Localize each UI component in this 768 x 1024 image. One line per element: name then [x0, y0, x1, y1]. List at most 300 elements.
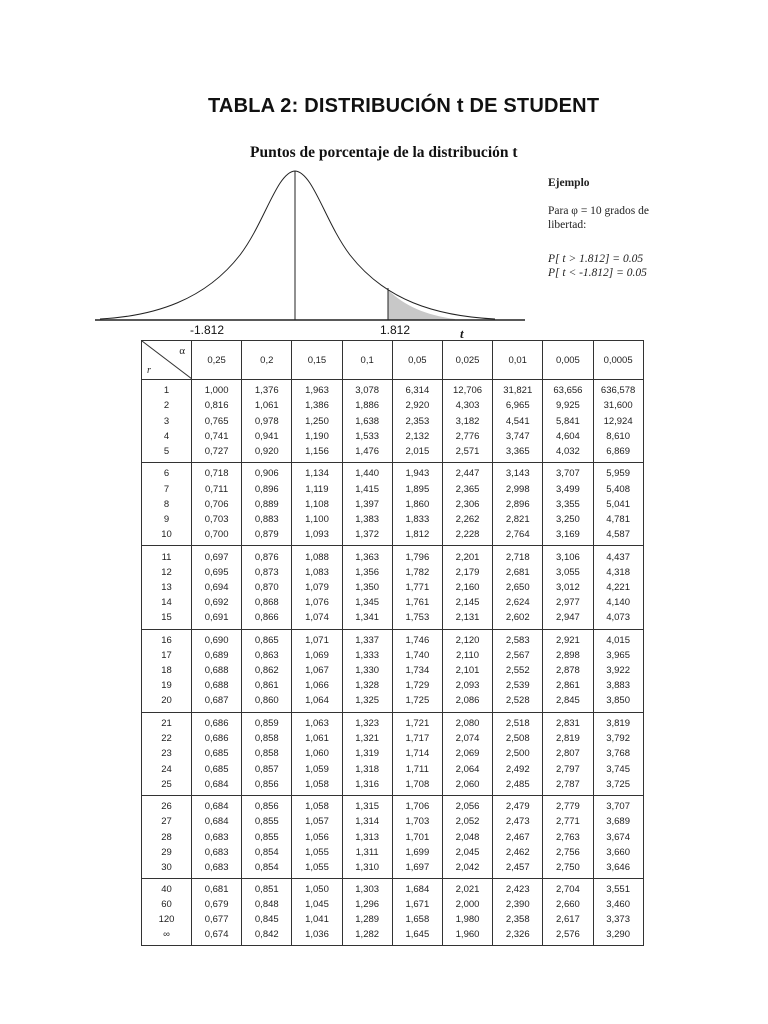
critical-value: 2,528 — [505, 695, 530, 707]
critical-value: 0,684 — [204, 816, 229, 828]
critical-value: 0,692 — [204, 597, 229, 609]
critical-value: 2,160 — [455, 581, 480, 593]
value-cell — [242, 712, 292, 795]
alpha-header-cell: 0,005 — [543, 341, 593, 380]
critical-value: 1,714 — [405, 748, 430, 760]
value-cell — [392, 712, 442, 795]
critical-value: 2,750 — [556, 861, 580, 873]
critical-value: 2,048 — [455, 831, 480, 843]
value-cell — [192, 879, 242, 946]
critical-value: 1,943 — [405, 468, 430, 480]
critical-value: 2,492 — [505, 763, 530, 775]
critical-value: 2,262 — [455, 513, 480, 525]
critical-value: 1,083 — [305, 566, 329, 578]
critical-value: 2,485 — [505, 778, 530, 790]
critical-value: 0,683 — [204, 861, 229, 873]
critical-value: 2,797 — [556, 763, 580, 775]
critical-value: 2,447 — [455, 468, 480, 480]
critical-value: 0,727 — [204, 445, 229, 457]
header-row — [142, 341, 644, 380]
critical-value: 2,467 — [505, 831, 530, 843]
critical-value: 2,998 — [505, 483, 530, 495]
value-cell — [342, 712, 392, 795]
critical-value: 3,250 — [556, 513, 580, 525]
critical-value: 1,100 — [305, 513, 329, 525]
critical-value: 3,182 — [455, 415, 480, 427]
value-cell — [543, 463, 593, 546]
critical-value: 3,646 — [606, 861, 630, 873]
df-cell — [142, 380, 192, 463]
critical-value: 31,600 — [603, 400, 633, 412]
critical-value: 1,703 — [405, 816, 430, 828]
value-cell — [342, 380, 392, 463]
value-cell — [442, 546, 492, 629]
critical-value: 1,074 — [305, 612, 329, 624]
critical-value: 1,069 — [305, 649, 329, 661]
critical-value: 2,624 — [505, 597, 530, 609]
corner-header-cell — [142, 341, 192, 380]
critical-value: 4,032 — [556, 445, 580, 457]
critical-value: 2,000 — [455, 898, 480, 910]
critical-value: 0,883 — [254, 513, 279, 525]
critical-value: 1,341 — [355, 612, 380, 624]
df-value: 21 — [161, 717, 172, 729]
critical-value: 1,684 — [405, 883, 430, 895]
alpha-header-symbol: α — [179, 345, 185, 357]
critical-value: 2,052 — [455, 816, 480, 828]
df-value: 15 — [161, 612, 172, 624]
critical-value: 0,896 — [254, 483, 279, 495]
critical-value: 3,768 — [606, 748, 630, 760]
value-cell — [593, 546, 643, 629]
t-distribution-curve — [95, 160, 525, 330]
df-value: ∞ — [163, 929, 170, 941]
df-value: 20 — [161, 695, 172, 707]
critical-value: 0,851 — [254, 883, 279, 895]
critical-value: 1,061 — [305, 733, 329, 745]
critical-value: 0,845 — [254, 914, 279, 926]
critical-value: 0,695 — [204, 566, 229, 578]
critical-value: 1,061 — [254, 400, 279, 412]
critical-value: 1,729 — [405, 680, 430, 692]
critical-value: 0,718 — [204, 468, 229, 480]
critical-value: 3,674 — [606, 831, 630, 843]
critical-value: 1,333 — [355, 649, 380, 661]
table-row-group — [142, 796, 644, 879]
critical-value: 1,960 — [455, 929, 480, 941]
alpha-header-cell: 0,0005 — [593, 341, 643, 380]
critical-value: 1,064 — [305, 695, 329, 707]
critical-value: 3,745 — [606, 763, 630, 775]
value-cell — [192, 629, 242, 712]
critical-value: 0,685 — [204, 748, 229, 760]
critical-value: 0,854 — [254, 846, 279, 858]
value-cell — [342, 546, 392, 629]
df-value: 12 — [161, 566, 172, 578]
critical-value: 3,373 — [606, 914, 630, 926]
critical-value: 2,861 — [556, 680, 580, 692]
value-cell — [593, 380, 643, 463]
example-formula-upper: P[ t > 1.812] = 0.05 — [548, 253, 644, 265]
critical-value: 1,697 — [405, 861, 430, 873]
df-value: 13 — [161, 581, 172, 593]
critical-value: 1,860 — [405, 498, 430, 510]
critical-value: 1,055 — [305, 861, 329, 873]
critical-value: 9,925 — [556, 400, 580, 412]
critical-value: 4,587 — [606, 529, 630, 541]
critical-value: 1,318 — [355, 763, 380, 775]
value-cell — [543, 546, 593, 629]
critical-value: 63,656 — [553, 385, 583, 397]
critical-value: 1,055 — [305, 846, 329, 858]
critical-value: 1,088 — [305, 551, 329, 563]
critical-value: 1,067 — [305, 665, 329, 677]
critical-value: 0,700 — [204, 529, 229, 541]
critical-value: 5,959 — [606, 468, 630, 480]
critical-value: 0,681 — [204, 883, 229, 895]
critical-value: 2,179 — [455, 566, 480, 578]
df-value: 18 — [161, 665, 172, 677]
alpha-header-cell: 0,15 — [292, 341, 342, 380]
critical-value: 1,363 — [355, 551, 380, 563]
critical-value: 2,776 — [455, 430, 480, 442]
critical-value: 1,721 — [405, 717, 430, 729]
critical-value: 2,756 — [556, 846, 580, 858]
critical-value: 6,314 — [405, 385, 430, 397]
critical-value: 1,058 — [305, 778, 329, 790]
df-value: 3 — [163, 415, 170, 427]
critical-value: 0,868 — [254, 597, 279, 609]
df-value: 1 — [163, 385, 170, 397]
critical-value: 2,771 — [556, 816, 580, 828]
critical-value: 2,921 — [556, 634, 580, 646]
critical-value: 2,306 — [455, 498, 480, 510]
critical-value: 3,725 — [606, 778, 630, 790]
critical-value: 2,508 — [505, 733, 530, 745]
critical-value: 0,686 — [204, 717, 229, 729]
df-value: 24 — [161, 763, 172, 775]
value-cell — [593, 879, 643, 946]
df-value: 14 — [161, 597, 172, 609]
critical-value: 1,076 — [305, 597, 329, 609]
value-cell — [543, 380, 593, 463]
df-value: 4 — [163, 430, 170, 442]
critical-value: 2,462 — [505, 846, 530, 858]
critical-value: 0,876 — [254, 551, 279, 563]
critical-value: 4,303 — [455, 400, 480, 412]
critical-value: 2,681 — [505, 566, 530, 578]
critical-value: 0,706 — [204, 498, 229, 510]
critical-value: 1,717 — [405, 733, 430, 745]
critical-value: 1,356 — [355, 566, 380, 578]
critical-value: 1,980 — [455, 914, 480, 926]
df-value: 120 — [158, 914, 175, 926]
critical-value: 1,782 — [405, 566, 430, 578]
critical-value: 3,551 — [606, 883, 630, 895]
critical-value: 3,707 — [606, 801, 630, 813]
critical-value: 2,145 — [455, 597, 480, 609]
df-value: 60 — [161, 898, 172, 910]
critical-value: 1,321 — [355, 733, 380, 745]
critical-value: 1,886 — [355, 400, 380, 412]
critical-value: 2,021 — [455, 883, 480, 895]
critical-value: 1,337 — [355, 634, 380, 646]
critical-value: 2,602 — [505, 612, 530, 624]
df-value: 40 — [161, 883, 172, 895]
critical-value: 1,057 — [305, 816, 329, 828]
critical-value: 1,708 — [405, 778, 430, 790]
value-cell — [493, 629, 543, 712]
critical-value: 3,143 — [505, 468, 530, 480]
value-cell — [392, 879, 442, 946]
table-row-group — [142, 546, 644, 629]
critical-value: 1,323 — [355, 717, 380, 729]
critical-value: 2,617 — [556, 914, 580, 926]
critical-value: 2,086 — [455, 695, 480, 707]
critical-value: 3,792 — [606, 733, 630, 745]
critical-value: 2,831 — [556, 717, 580, 729]
critical-value: 2,518 — [505, 717, 530, 729]
critical-value: 1,740 — [405, 649, 430, 661]
critical-value: 3,819 — [606, 717, 630, 729]
critical-value: 636,578 — [600, 385, 636, 397]
t-distribution-table — [141, 340, 644, 946]
critical-value: 3,012 — [556, 581, 580, 593]
value-cell — [593, 796, 643, 879]
critical-value: 1,345 — [355, 597, 380, 609]
critical-value: 4,140 — [606, 597, 630, 609]
critical-value: 1,108 — [305, 498, 329, 510]
value-cell — [292, 629, 342, 712]
df-cell — [142, 546, 192, 629]
critical-value: 1,812 — [405, 529, 430, 541]
critical-value: 2,567 — [505, 649, 530, 661]
critical-value: 0,688 — [204, 665, 229, 677]
critical-value: 1,383 — [355, 513, 380, 525]
critical-value: 3,883 — [606, 680, 630, 692]
example-title: Ejemplo — [548, 177, 590, 189]
critical-value: 1,041 — [305, 914, 329, 926]
alpha-header-cell: 0,05 — [392, 341, 442, 380]
critical-value: 0,920 — [254, 445, 279, 457]
critical-value: 1,761 — [405, 597, 430, 609]
critical-value: 2,069 — [455, 748, 480, 760]
alpha-header-cell: 0,25 — [192, 341, 242, 380]
value-cell — [292, 463, 342, 546]
critical-value: 2,898 — [556, 649, 580, 661]
df-cell — [142, 712, 192, 795]
critical-value: 2,101 — [455, 665, 480, 677]
critical-value: 2,552 — [505, 665, 530, 677]
critical-value: 1,328 — [355, 680, 380, 692]
critical-value: 1,372 — [355, 529, 380, 541]
critical-value: 0,862 — [254, 665, 279, 677]
right-tick-label: 1.812 — [380, 323, 411, 337]
critical-value: 0,689 — [204, 649, 229, 661]
critical-value: 1,250 — [305, 415, 329, 427]
value-cell — [442, 712, 492, 795]
critical-value: 1,476 — [355, 445, 380, 457]
df-value: 19 — [161, 680, 172, 692]
critical-value: 1,658 — [405, 914, 430, 926]
critical-value: 1,711 — [405, 763, 429, 775]
value-cell — [493, 879, 543, 946]
value-cell — [392, 463, 442, 546]
critical-value: 1,058 — [305, 801, 329, 813]
df-value: 29 — [161, 846, 172, 858]
critical-value: 1,050 — [305, 883, 329, 895]
value-cell — [593, 629, 643, 712]
table-body — [142, 380, 644, 946]
critical-value: 2,080 — [455, 717, 480, 729]
critical-value: 2,060 — [455, 778, 480, 790]
critical-value: 1,963 — [305, 385, 329, 397]
critical-value: 2,358 — [505, 914, 530, 926]
critical-value: 0,866 — [254, 612, 279, 624]
value-cell — [392, 380, 442, 463]
critical-value: 4,541 — [505, 415, 530, 427]
critical-value: 2,120 — [455, 634, 480, 646]
df-header-symbol: r — [147, 365, 151, 376]
critical-value: 1,289 — [355, 914, 380, 926]
axis-label: t — [460, 326, 464, 341]
critical-value: 0,741 — [204, 430, 229, 442]
critical-value: 2,110 — [455, 649, 480, 661]
critical-value: 2,479 — [505, 801, 530, 813]
df-value: 6 — [163, 468, 170, 480]
critical-value: 0,765 — [204, 415, 229, 427]
critical-value: 0,941 — [254, 430, 279, 442]
value-cell — [543, 712, 593, 795]
critical-value: 1,063 — [305, 717, 329, 729]
density-curve — [100, 171, 495, 319]
value-cell — [242, 629, 292, 712]
critical-value: 0,685 — [204, 763, 229, 775]
critical-value: 0,684 — [204, 801, 229, 813]
critical-value: 1,325 — [355, 695, 380, 707]
critical-value: 2,093 — [455, 680, 480, 692]
critical-value: 2,821 — [505, 513, 530, 525]
critical-value: 2,064 — [455, 763, 480, 775]
critical-value: 0,858 — [254, 748, 279, 760]
critical-value: 1,645 — [405, 929, 430, 941]
critical-value: 8,610 — [606, 430, 630, 442]
critical-value: 12,924 — [603, 415, 633, 427]
critical-value: 4,015 — [606, 634, 630, 646]
critical-value: 0,870 — [254, 581, 279, 593]
value-cell — [292, 546, 342, 629]
df-value: 25 — [161, 778, 172, 790]
critical-value: 3,106 — [556, 551, 580, 563]
alpha-header-cell: 0,01 — [493, 341, 543, 380]
critical-value: 3,499 — [556, 483, 580, 495]
critical-value: 2,896 — [505, 498, 530, 510]
critical-value: 3,689 — [606, 816, 630, 828]
df-value: 23 — [161, 748, 172, 760]
table-row-group — [142, 380, 644, 463]
critical-value: 1,895 — [405, 483, 430, 495]
critical-value: 1,045 — [305, 898, 329, 910]
df-value: 30 — [161, 861, 172, 873]
critical-value: 1,296 — [355, 898, 380, 910]
critical-value: 1,303 — [355, 883, 380, 895]
value-cell — [292, 712, 342, 795]
critical-value: 3,290 — [606, 929, 630, 941]
df-value: 2 — [163, 400, 170, 412]
critical-value: 2,056 — [455, 801, 480, 813]
critical-value: 0,683 — [204, 831, 229, 843]
df-value: 22 — [161, 733, 172, 745]
critical-value: 2,845 — [556, 695, 580, 707]
df-value: 27 — [161, 816, 172, 828]
critical-value: 4,437 — [606, 551, 630, 563]
critical-value: 2,764 — [505, 529, 530, 541]
value-cell — [493, 380, 543, 463]
critical-value: 2,353 — [405, 415, 430, 427]
critical-value: 0,854 — [254, 861, 279, 873]
critical-value: 3,365 — [505, 445, 530, 457]
critical-value: 2,500 — [505, 748, 530, 760]
critical-value: 2,326 — [505, 929, 530, 941]
critical-value: 1,156 — [305, 445, 329, 457]
critical-value: 1,833 — [405, 513, 430, 525]
critical-value: 1,330 — [355, 665, 380, 677]
critical-value: 2,131 — [455, 612, 480, 624]
critical-value: 0,703 — [204, 513, 229, 525]
value-cell — [442, 463, 492, 546]
critical-value: 0,861 — [254, 680, 279, 692]
critical-value: 3,660 — [606, 846, 630, 858]
critical-value: 0,860 — [254, 695, 279, 707]
critical-value: 2,576 — [556, 929, 580, 941]
left-tick-label: -1.812 — [190, 323, 225, 337]
value-cell — [543, 879, 593, 946]
critical-value: 3,460 — [606, 898, 630, 910]
value-cell — [392, 629, 442, 712]
critical-value: 2,704 — [556, 883, 580, 895]
critical-value: 1,060 — [305, 748, 329, 760]
critical-value: 0,857 — [254, 763, 279, 775]
value-cell — [292, 796, 342, 879]
critical-value: 0,856 — [254, 778, 279, 790]
value-cell — [242, 546, 292, 629]
value-cell — [192, 463, 242, 546]
value-cell — [442, 879, 492, 946]
value-cell — [493, 463, 543, 546]
critical-value: 4,781 — [606, 513, 630, 525]
critical-value: 4,604 — [556, 430, 580, 442]
value-cell — [242, 796, 292, 879]
critical-value: 2,718 — [505, 551, 530, 563]
critical-value: 2,583 — [505, 634, 530, 646]
critical-value: 1,313 — [355, 831, 380, 843]
critical-value: 0,697 — [204, 551, 229, 563]
table-row-group — [142, 629, 644, 712]
right-tail-shaded-area — [388, 290, 455, 320]
critical-value: 3,055 — [556, 566, 580, 578]
value-cell — [493, 546, 543, 629]
value-cell — [442, 796, 492, 879]
critical-value: 0,691 — [204, 612, 229, 624]
critical-value: 0,842 — [254, 929, 279, 941]
critical-value: 3,965 — [606, 649, 630, 661]
critical-value: 0,679 — [204, 898, 229, 910]
critical-value: 1,315 — [355, 801, 380, 813]
critical-value: 0,711 — [205, 483, 229, 495]
critical-value: 1,190 — [305, 430, 329, 442]
critical-value: 2,539 — [505, 680, 530, 692]
critical-value: 0,677 — [204, 914, 229, 926]
